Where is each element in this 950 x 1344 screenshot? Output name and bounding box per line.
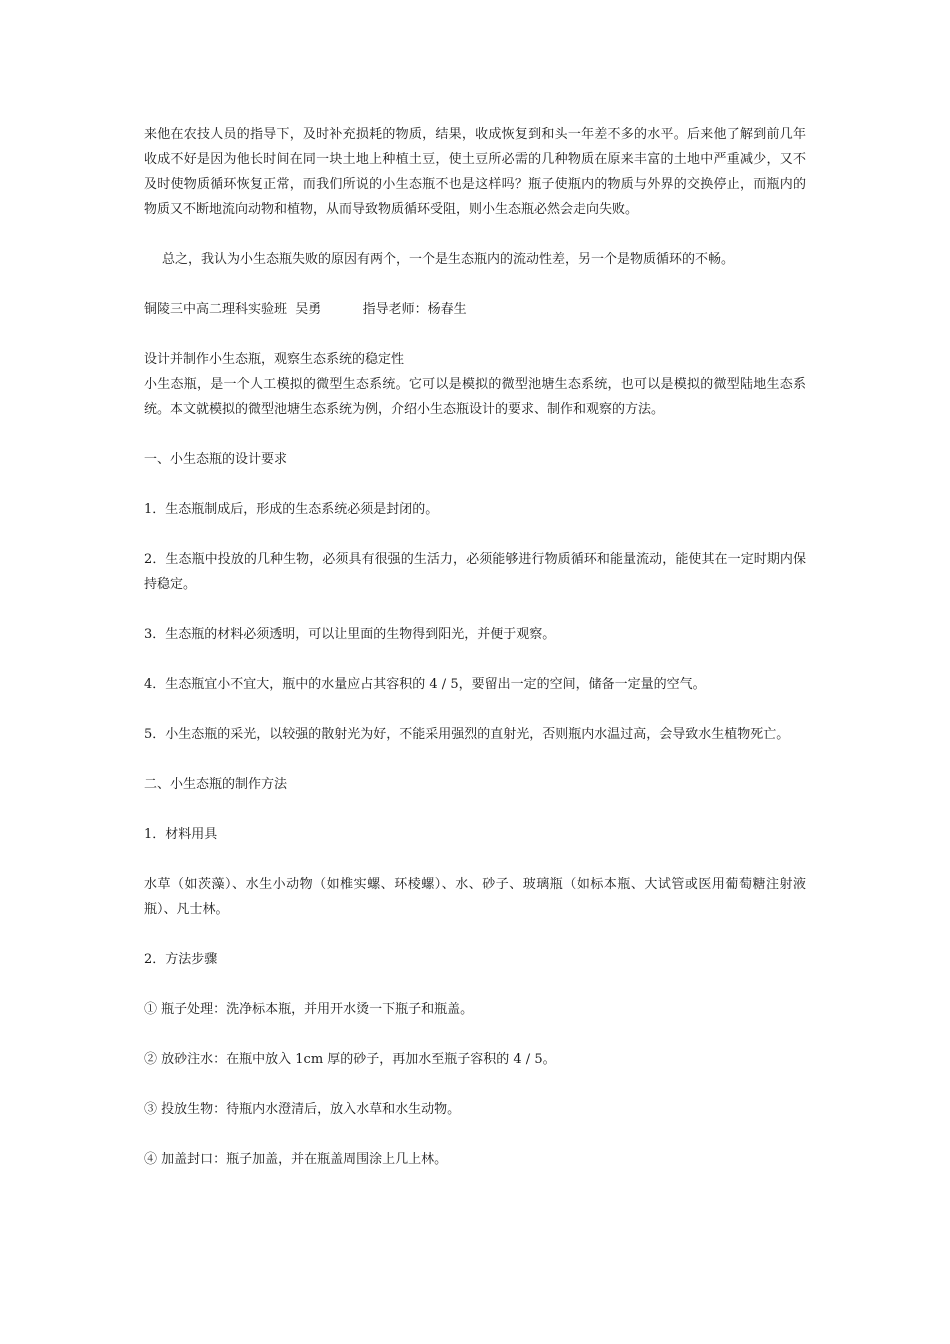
design-item-3: 3．生态瓶的材料必须透明，可以让里面的生物得到阳光，并便于观察。 [144,627,556,642]
document-page [144,122,806,1172]
step-4: ④ 加盖封口：瓶子加盖，并在瓶盖周围涂上几上林。 [144,1152,448,1167]
step-2: ② 放砂注水：在瓶中放入 1cm 厚的砂子，再加水至瓶子容积的 4 / 5。 [144,1052,556,1067]
byline-author: 铜陵三中高二理科实验班 吴勇 [144,302,322,317]
step-3: ③ 投放生物：待瓶内水澄清后，放入水草和水生动物。 [144,1102,461,1117]
design-item-1: 1．生态瓶制成后，形成的生态系统必须是封闭的。 [144,502,439,517]
article-intro: 小生态瓶，是一个人工模拟的微型生态系统。它可以是模拟的微型池塘生态系统，也可以是模拟的微型陆地生态系统。本文就模拟的微型池塘生态系统为例，介绍小生态瓶设计的要求、制作和观察的方法。 [144,377,806,417]
paragraph-continuation: 来他在农技人员的指导下，及时补充损耗的物质，结果，收成恢复到和头一年差不多的水平。后来他了解到前几年收成不好是因为他长时间在同一块土地上种植土豆，使土豆所必需的几种物质在原来丰富的土地中严重减少，又不及时使物质循环恢复正常，而我们所说的小生态瓶不也是这样吗？瓶子使瓶内的物质与外界的交换停止，而瓶内的物质又不断地流向动物和植物，从而导致物质循环受阻，则小生态瓶必然会走向失败。 [144,127,806,217]
step-1: ① 瓶子处理：洗净标本瓶，并用开水烫一下瓶子和瓶盖。 [144,1002,474,1017]
section-heading-design: 一、小生态瓶的设计要求 [144,452,288,467]
design-item-2: 2．生态瓶中投放的几种生物，必须具有很强的生活力，必须能够进行物质循环和能量流动，能使其在一定时期内保持稳定。 [144,552,806,592]
subheading-materials: 1．材料用具 [144,827,218,842]
article-title: 设计并制作小生态瓶，观察生态系统的稳定性 [144,352,405,367]
paragraph-conclusion: 总之，我认为小生态瓶失败的原因有两个，一个是生态瓶内的流动性差，另一个是物质循环的不畅。 [162,252,735,267]
byline [144,297,806,322]
section-heading-method: 二、小生态瓶的制作方法 [144,777,288,792]
materials-list: 水草（如茨藻）、水生小动物（如椎实螺、环棱螺）、水、砂子、玻璃瓶（如标本瓶、大试管或医用葡萄糖注射液瓶）、凡士林。 [144,877,806,917]
subheading-steps: 2．方法步骤 [144,952,218,967]
design-item-4: 4．生态瓶宜小不宜大，瓶中的水量应占其容积的 4 / 5，要留出一定的空间，储备一定量的空气。 [144,677,706,692]
design-item-5: 5．小生态瓶的采光，以较强的散射光为好，不能采用强烈的直射光，否则瓶内水温过高，会导致水生植物死亡。 [144,727,790,742]
byline-teacher: 指导老师：杨春生 [362,302,467,317]
